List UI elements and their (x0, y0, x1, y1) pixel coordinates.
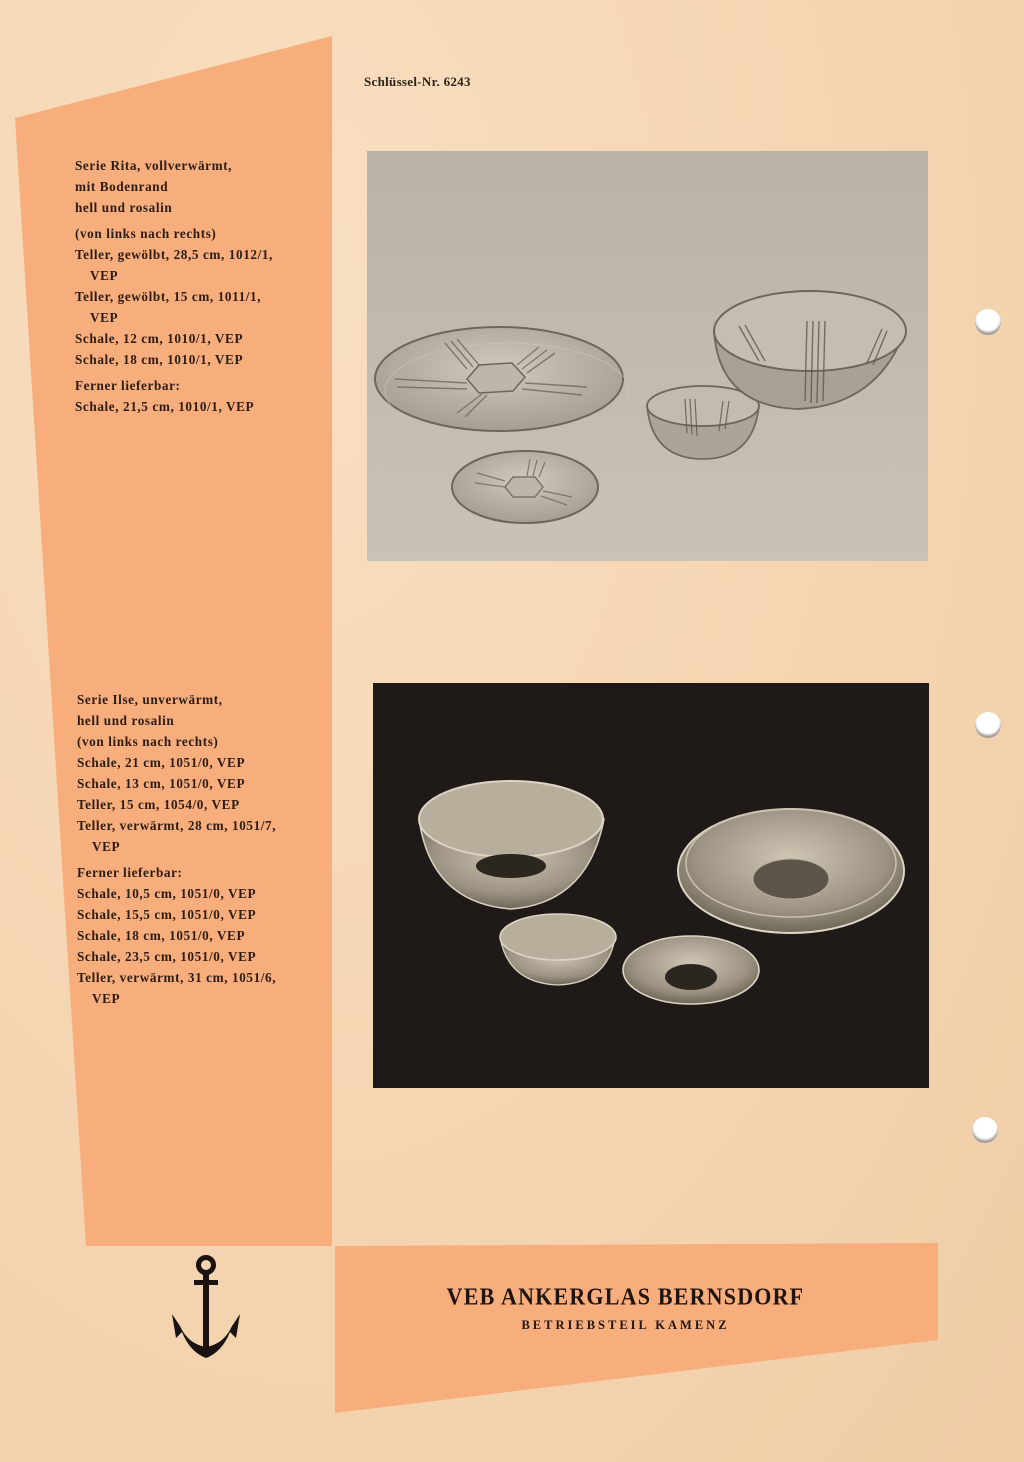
series-ilse-description (77, 689, 276, 1009)
text-line: VEP (92, 839, 121, 854)
small-plate-shape (452, 451, 598, 523)
series-rita-description (75, 155, 273, 417)
ilse-glassware-photo (373, 683, 929, 1088)
text-line: Schale, 21 cm, 1051/0, VEP (77, 755, 246, 770)
anchor-icon (168, 1254, 244, 1365)
text-line: mit Bodenrand (75, 179, 169, 194)
binder-hole-punch (975, 309, 1001, 335)
binder-hole-punch (972, 1117, 998, 1143)
text-line: VEP (90, 310, 119, 325)
binder-hole-punch (975, 712, 1001, 738)
text-line: Teller, gewölbt, 28,5 cm, 1012/1, (75, 247, 273, 262)
text-line: hell und rosalin (77, 713, 175, 728)
text-line: Schale, 18 cm, 1010/1, VEP (75, 352, 244, 367)
text-line: (von links nach rechts) (75, 226, 217, 241)
text-line: Teller, gewölbt, 15 cm, 1011/1, (75, 289, 262, 304)
rita-glassware-photo (367, 151, 928, 561)
text-line: VEP (90, 268, 119, 283)
text-line: VEP (92, 991, 121, 1006)
text-line: Teller, verwärmt, 28 cm, 1051/7, (77, 818, 277, 833)
text-line: Schale, 15,5 cm, 1051/0, VEP (77, 907, 257, 922)
company-division: BETRIEBSTEIL KAMENZ (521, 1318, 730, 1332)
text-line: Schale, 10,5 cm, 1051/0, VEP (77, 886, 257, 901)
text-line: Ferner lieferbar: (77, 865, 183, 880)
text-line: Schale, 12 cm, 1010/1, VEP (75, 331, 244, 346)
text-line: Schale, 13 cm, 1051/0, VEP (77, 776, 246, 791)
text-line: Schale, 21,5 cm, 1010/1, VEP (75, 399, 255, 414)
key-number: Schlüssel-Nr. 6243 (364, 74, 471, 89)
text-line: Schale, 23,5 cm, 1051/0, VEP (77, 949, 257, 964)
text-line: hell und rosalin (75, 200, 173, 215)
text-line: Ferner lieferbar: (75, 378, 181, 393)
text-line: Teller, 15 cm, 1054/0, VEP (77, 797, 240, 812)
text-line: Schale, 18 cm, 1051/0, VEP (77, 928, 246, 943)
text-line: Serie Ilse, unverwärmt, (77, 692, 223, 707)
text-line: Teller, verwärmt, 31 cm, 1051/6, (77, 970, 277, 985)
company-name: VEB ANKERGLAS BERNSDORF (446, 1282, 805, 1310)
small-plate-shape (623, 936, 759, 1004)
text-line: (von links nach rechts) (77, 734, 219, 749)
large-plate-shape (678, 809, 904, 933)
text-line: Serie Rita, vollverwärmt, (75, 158, 233, 173)
